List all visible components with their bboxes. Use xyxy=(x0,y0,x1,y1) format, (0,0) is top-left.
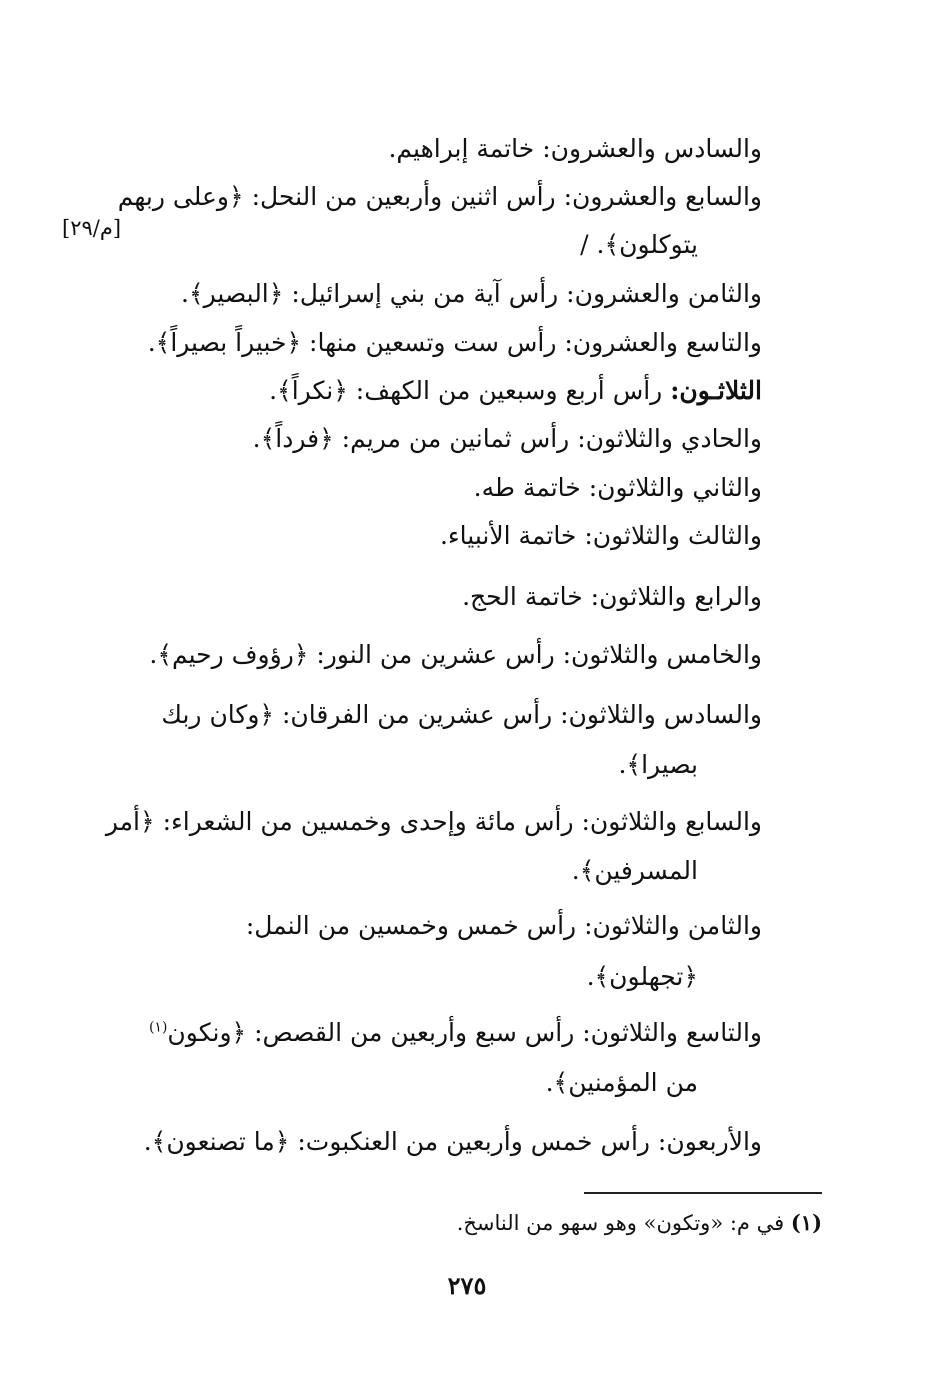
page-number: ٢٧٥ xyxy=(447,1271,487,1300)
footnote-reference: (١) xyxy=(148,1019,168,1036)
text-line-10: والرابع والثلاثون: خاتمة الحج. xyxy=(462,582,762,611)
text-line-13: بصيرا﴾. xyxy=(618,750,698,779)
text-line-5: والتاسع والعشرون: رأس ست وتسعين منها: ﴿خبيراً بصيراً﴾. xyxy=(147,328,762,357)
text-line-20: والأربعون: رأس خمس وأربعين من العنكبوت: ﴿ما تصنعون﴾. xyxy=(143,1127,762,1156)
text-line-6 xyxy=(269,374,762,408)
manuscript-page-marker: [م/٢٩] xyxy=(62,216,122,240)
section-label: الثلاثـون: xyxy=(670,376,762,405)
text-line-2: والسابع والعشرون: رأس اثنين وأربعين من النحل: ﴿وعلى ربهم xyxy=(117,182,762,211)
footnote-divider xyxy=(584,1192,822,1194)
text-line-1: والسادس والعشرون: خاتمة إبراهيم. xyxy=(388,134,762,163)
text-line-7: والحادي والثلاثون: رأس ثمانين من مريم: ﴿فرداً﴾. xyxy=(252,424,762,453)
text-line-12: والسادس والثلاثون: رأس عشرين من الفرقان: ﴿وكان ربك xyxy=(161,700,762,729)
text-line-15: المسرفين﴾. xyxy=(571,856,698,885)
text-line-8: والثاني والثلاثون: خاتمة طه. xyxy=(473,473,762,502)
text-line-11: والخامس والثلاثون: رأس عشرين من النور: ﴿رؤوف رحيم﴾. xyxy=(149,640,762,669)
text-line-9: والثالث والثلاثون: خاتمة الأنبياء. xyxy=(439,521,762,550)
text-line-18 xyxy=(149,1016,762,1050)
text-line-3: يتوكلون﴾. / xyxy=(580,230,698,259)
text-line-17: ﴿تجهلون﴾. xyxy=(586,962,698,991)
text-line-19: من المؤمنين﴾. xyxy=(545,1068,698,1097)
footnote-number: (١) xyxy=(790,1210,822,1235)
text-line-6-body: رأس أربع وسبعين من الكهف: ﴿نكراً﴾. xyxy=(269,376,663,405)
footnote-text: في م: «وتكون» وهو سهو من الناسخ. xyxy=(456,1211,785,1235)
text-line-18-body: والتاسع والثلاثون: رأس سبع وأربعين من القصص: ﴿ونكون xyxy=(167,1018,762,1047)
footnote xyxy=(457,1208,822,1238)
text-line-16: والثامن والثلاثون: رأس خمس وخمسين من النمل: xyxy=(245,911,762,940)
text-line-4: والثامن والعشرون: رأس آية من بني إسرائيل: ﴿البصير﴾. xyxy=(181,279,762,308)
text-line-14: والسابع والثلاثون: رأس مائة وإحدى وخمسين من الشعراء: ﴿أمر xyxy=(105,807,762,836)
